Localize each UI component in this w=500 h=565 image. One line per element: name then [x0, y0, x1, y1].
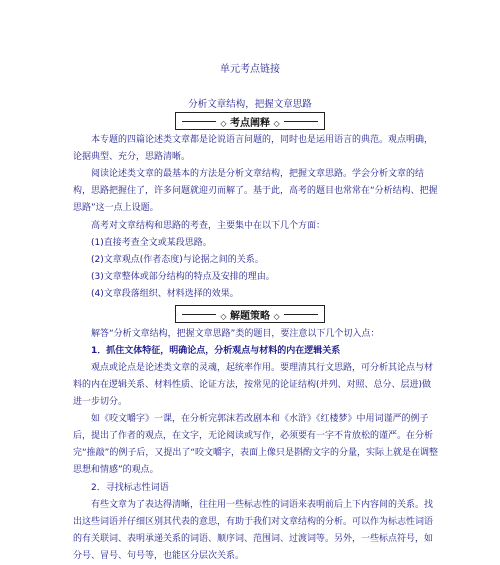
diamond-icon: ◇ — [273, 118, 280, 128]
diamond-icon: ◇ — [220, 118, 227, 128]
banner-label — [216, 307, 283, 322]
banner-label — [216, 114, 283, 129]
banner-strategy — [175, 305, 325, 323]
paragraph-intro: 本专题的四篇论述类文章都是论说语言问题的，同时也是运用语言的典范。观点明确，论据典型、充分，思路清晰。 — [73, 135, 434, 162]
banner-right-rule — [280, 121, 318, 122]
section-subtitle: 分析文章结构，把握文章思路 — [188, 99, 312, 110]
diamond-icon: ◇ — [273, 311, 280, 321]
paragraph-strategy-2: 有些文章为了表达得清晰，往往用一些标志性的词语来表明前后上下内容间的关系。找出这些词语并仔细区别其代表的意思，有助于我们对文章结构的分析。可以作为标志性词语的有关联词、表明承递关系的词语、顺序词、范围词、过渡词等。另外，一些标点符号，如分号、冒号、句号等，也能区分层次关系。 — [73, 500, 434, 561]
banner-left-rule — [182, 314, 220, 315]
paragraph-strategy-1: 观点或论点是论述类文章的灵魂，起统率作用。要理清其行文思路，可分析其论点与材料的内在逻辑关系、材料性质、论证方法，按常见的论证结构(并列、对照、总分、层进)做进一步切分。 — [73, 363, 434, 407]
banner-right-rule — [280, 314, 318, 315]
banner-key-points-text: 考点阐释 — [230, 117, 270, 129]
strategy-heading-2: 2．寻找标志性词语 — [91, 483, 169, 493]
banner-strategy-text: 解题策略 — [230, 310, 270, 322]
paragraph-example: 如《咬文嚼字》一课，在分析完郭沫若改剧本和《水浒》《红楼梦》中用词谨严的例子后，提出了作者的观点，在文字，无论阅读或写作，必须要有一字不肯放松的谨严。在分析完“推敲”的例子后，又提出了“咬文嚼字，表面上像只是斟酌文字的分量，实际上就是在调整思想和情感”的观点。 — [73, 414, 438, 475]
strategy-heading-1: 1．抓住文体特征，明确论点，分析观点与材料的内在逻辑关系 — [91, 346, 341, 356]
list-item: (4)文章段落组织、材料选择的效果。 — [91, 289, 239, 299]
diamond-icon: ◇ — [220, 311, 227, 321]
list-item: (3)文章整体或部分结构的特点及安排的理由。 — [91, 272, 275, 282]
list-item: (1)直接考查全文或某段思路。 — [91, 238, 212, 248]
paragraph-method: 阅读论述类文章的最基本的方法是分析文章结构，把握文章思路。学会分析文章的结构，思路把握住了，许多问题就迎刃而解了。基于此，高考的题目也常常在“分析结构、把握思路”这一点上设题。 — [73, 169, 438, 213]
list-item: (2)文章观点(作者态度)与论据之间的关系。 — [91, 255, 264, 265]
paragraph-strategy-intro: 解答“分析文章结构，把握文章思路”类的题目，要注意以下几个切入点： — [91, 329, 380, 339]
banner-left-rule — [182, 121, 220, 122]
unit-title: 单元考点链接 — [220, 64, 280, 75]
paragraph-exam-focus: 高考对文章结构和思路的考查，主要集中在以下几个方面： — [91, 221, 326, 231]
banner-key-points — [175, 112, 325, 130]
